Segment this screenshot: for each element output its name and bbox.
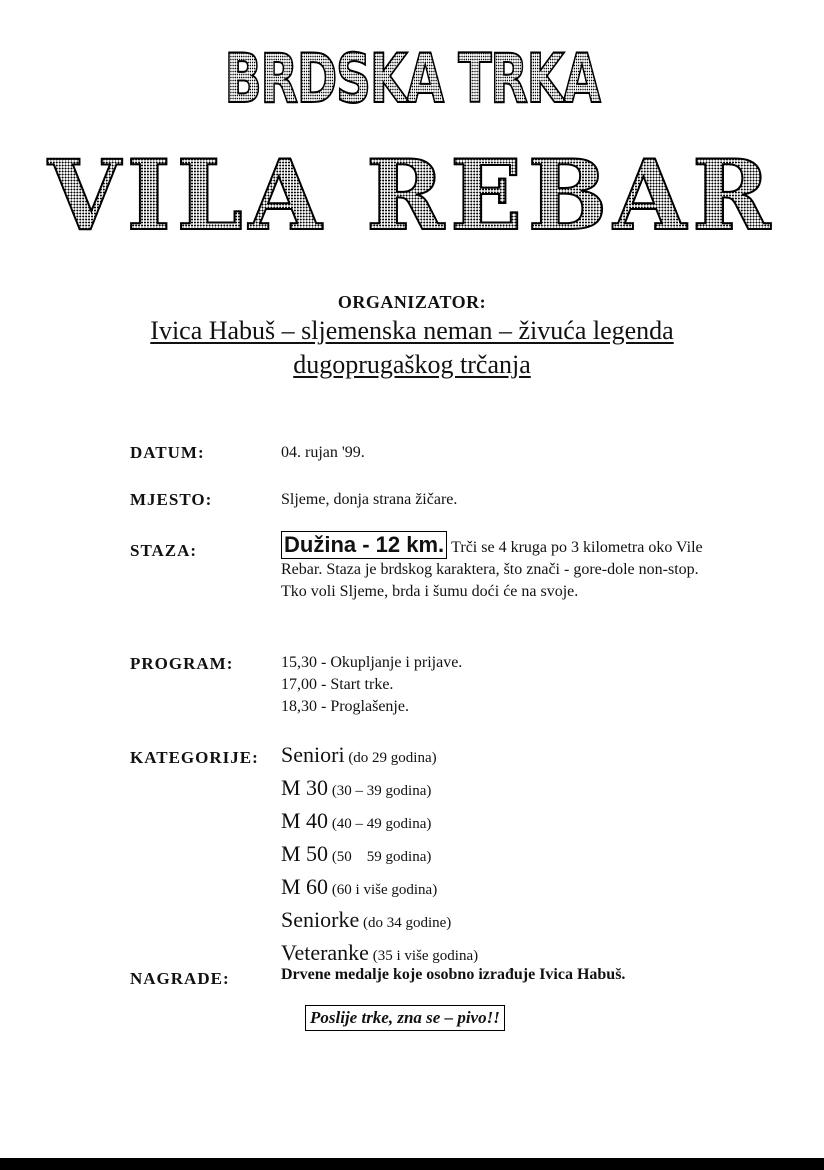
category-name: M 30 — [281, 775, 329, 800]
program-item: 17,00 - Start trke. — [281, 676, 394, 693]
category-item — [281, 905, 478, 938]
title-vila-rebar: VILA REBAR — [8, 146, 816, 246]
category-range: (do 29 godina) — [348, 750, 437, 766]
organizer-label: ORGANIZATOR: — [337, 292, 487, 312]
program-item: 15,30 - Okupljanje i prijave. — [281, 654, 463, 671]
category-item — [281, 740, 478, 773]
category-name: M 60 — [281, 874, 329, 899]
program-list — [281, 652, 462, 718]
category-range: (50 59 godina) — [331, 849, 432, 865]
organizer-line-2: dugoprugaškog trčanja — [293, 350, 531, 379]
category-range: (60 i više godina) — [331, 882, 438, 898]
category-item — [281, 839, 478, 872]
category-range: (35 i više godina) — [372, 948, 479, 964]
program-label: PROGRAM: — [130, 654, 234, 673]
nagrade-value: Drvene medalje koje osobno izrađuje Ivica Habuš. — [281, 966, 626, 983]
datum-value: 04. rujan '99. — [281, 444, 365, 461]
scan-edge-bar — [0, 1158, 824, 1170]
program-item: 18,30 - Proglašenje. — [281, 698, 409, 715]
category-range: (30 – 39 godina) — [331, 783, 432, 799]
mjesto-label: MJESTO: — [130, 490, 213, 509]
staza-length-box: Dužina - 12 km. — [281, 531, 447, 559]
nagrade-label: NAGRADE: — [130, 969, 230, 988]
category-name: Seniori — [281, 742, 345, 767]
organizer-name — [100, 314, 724, 382]
mjesto-value: Sljeme, donja strana žičare. — [281, 491, 458, 508]
organizer-line-1: Ivica Habuš – sljemenska neman – živuća legenda — [150, 316, 674, 345]
datum-label: DATUM: — [130, 443, 205, 462]
category-name: M 50 — [281, 841, 329, 866]
category-name: Seniorke — [281, 907, 360, 932]
staza-description: Trči se 4 kruga po 3 kilometra oko Vile Rebar. Staza je brdskog karaktera, što znači - gore-dole non-stop. Tko voli Sljeme, brda i šumu doći će na svoje. — [281, 539, 703, 600]
title-brdska-trka: BRDSKA TRKA — [115, 40, 708, 120]
staza-value — [281, 531, 711, 603]
kategorije-list — [281, 740, 478, 971]
footer-note: Poslije trke, zna se – pivo!! — [305, 1005, 505, 1031]
category-range: (40 – 49 godina) — [331, 816, 432, 832]
category-name: M 40 — [281, 808, 329, 833]
kategorije-label: KATEGORIJE: — [130, 748, 259, 767]
category-range: (do 34 godine) — [362, 915, 452, 931]
category-item — [281, 773, 478, 806]
category-name: Veteranke — [281, 940, 369, 965]
category-item — [281, 872, 478, 905]
staza-label: STAZA: — [130, 541, 198, 560]
category-item — [281, 806, 478, 839]
